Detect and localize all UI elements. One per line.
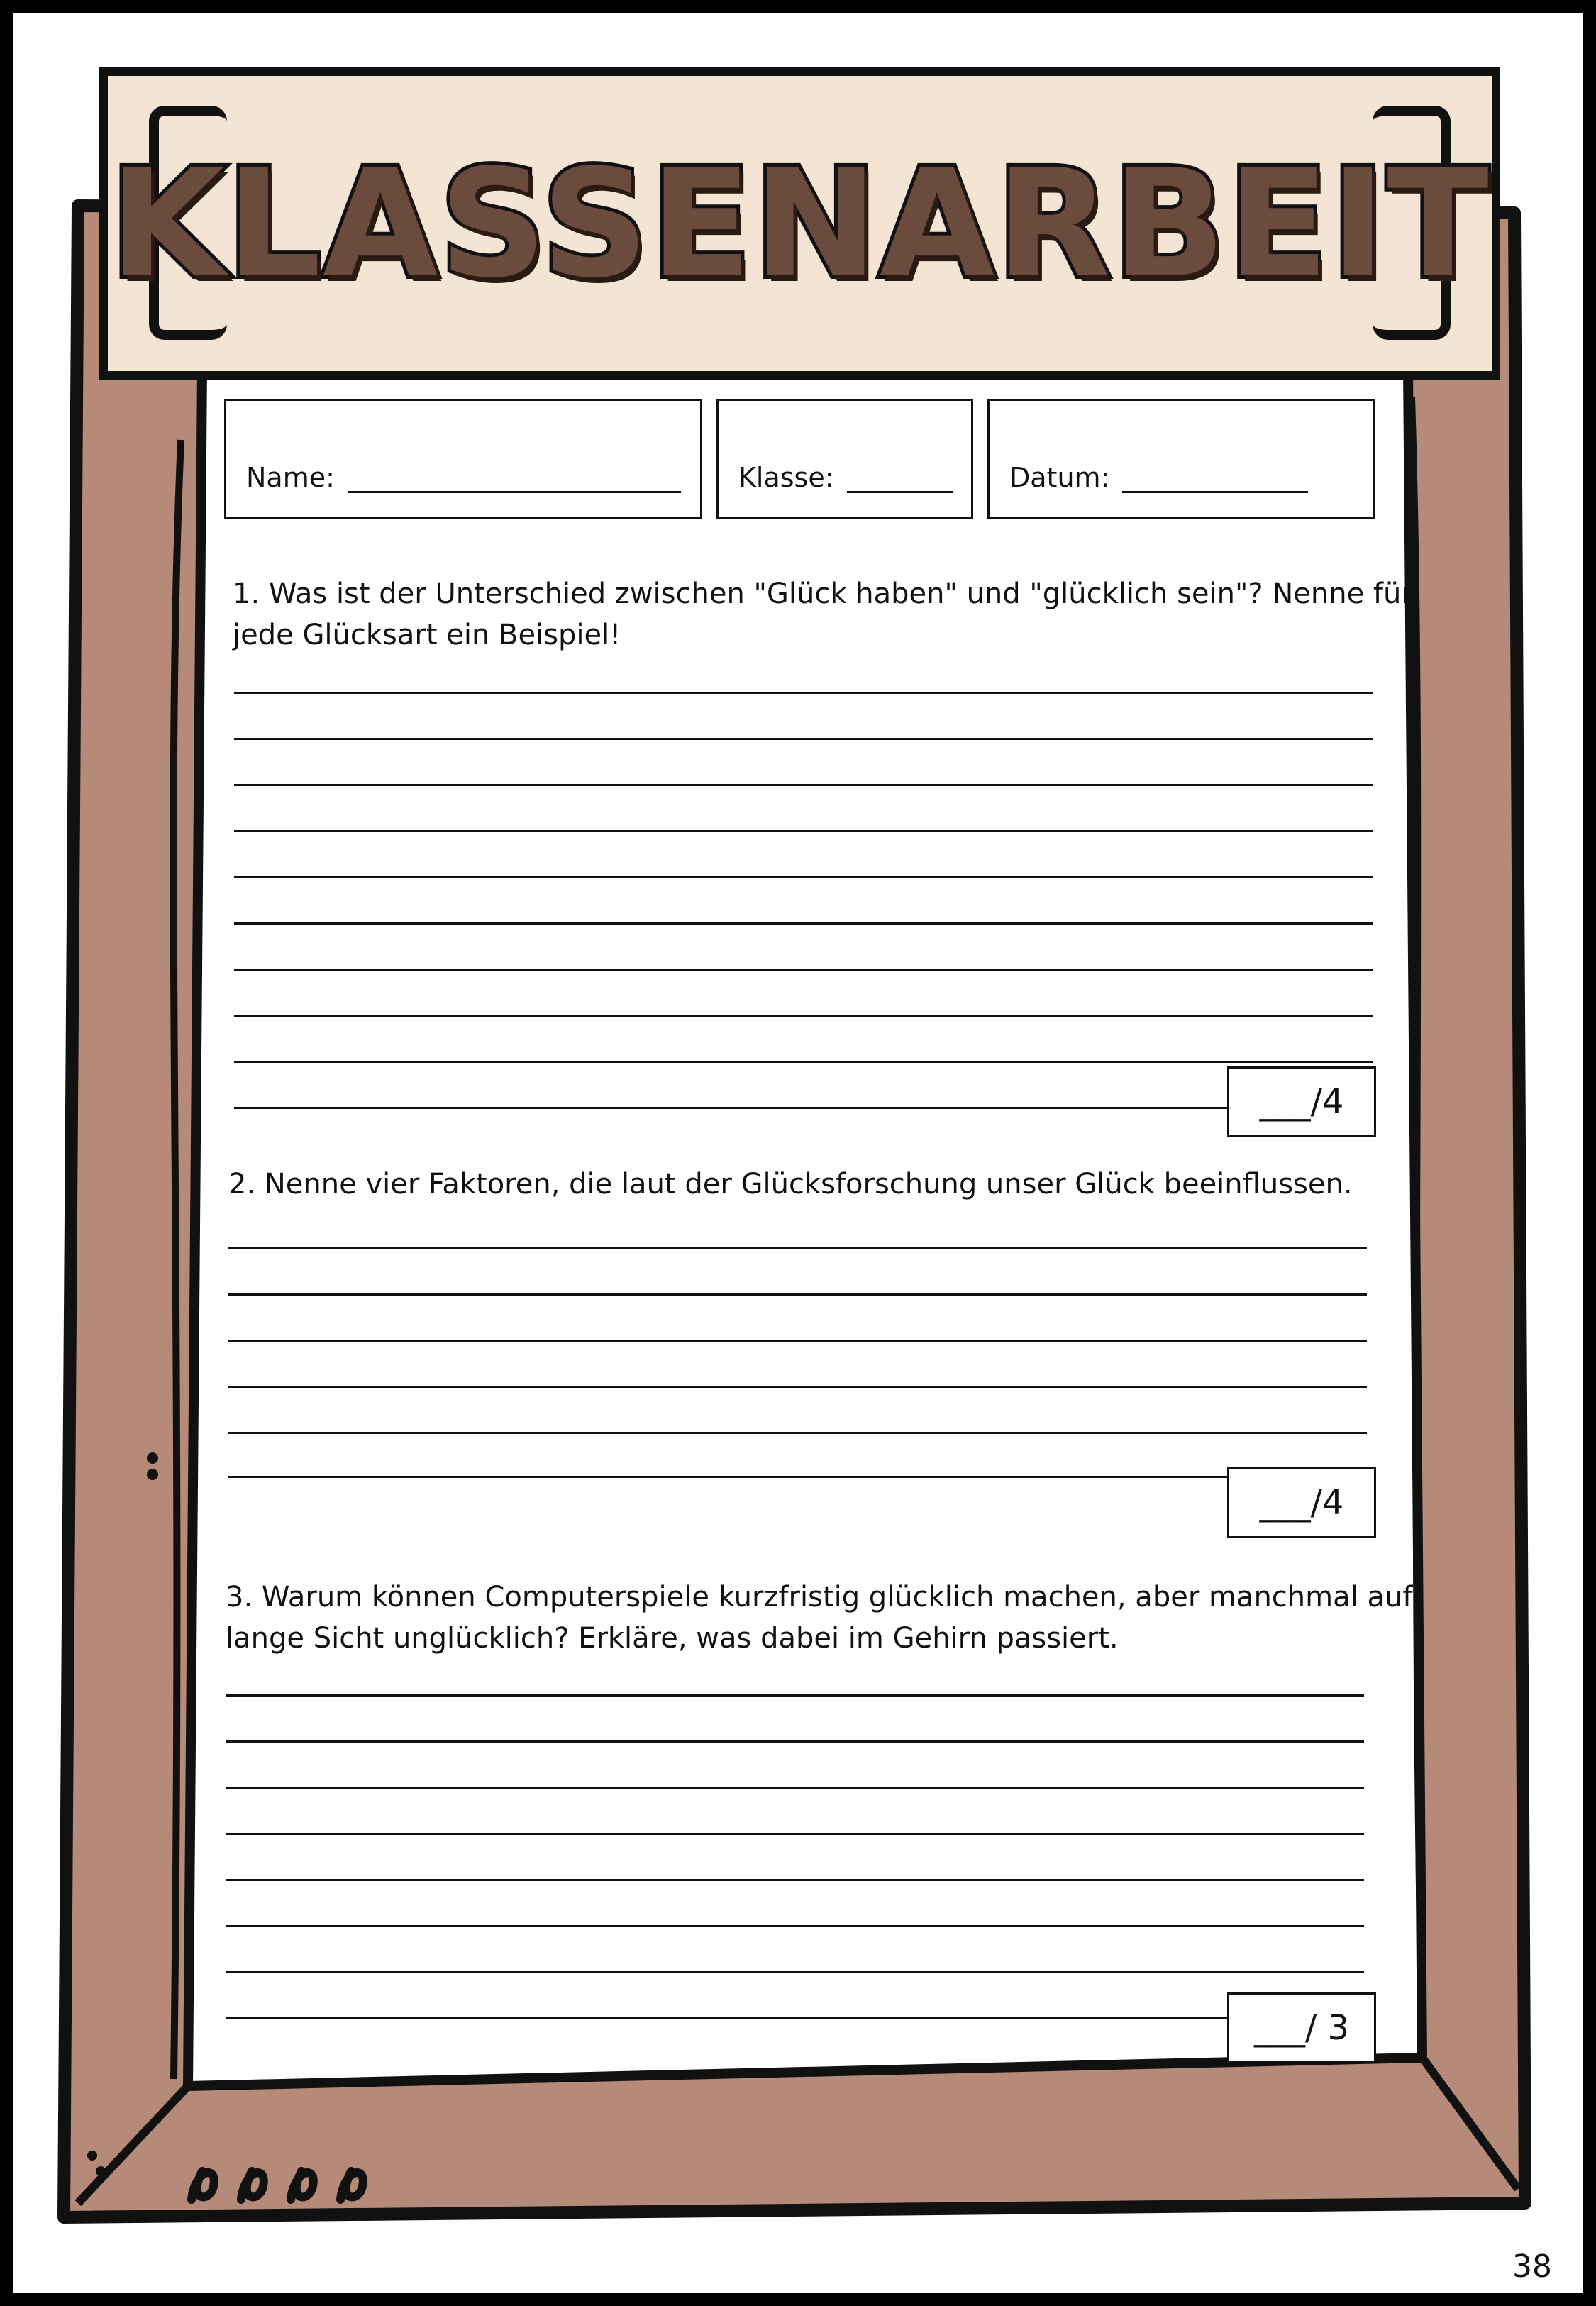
answer-line[interactable] [228, 1386, 1367, 1388]
question-1 [233, 573, 1413, 656]
answer-line[interactable] [234, 876, 1373, 878]
answer-line[interactable] [234, 692, 1373, 694]
answer-line[interactable] [228, 1476, 1227, 1478]
answer-line[interactable] [228, 1247, 1367, 1249]
answer-line[interactable] [226, 1833, 1364, 1835]
decor-dot [96, 2166, 106, 2176]
question-2-line-1: 2. Nenne vier Faktoren, die laut der Glücksforschung unser Glück beeinflussen. [228, 1168, 1353, 1201]
answer-line[interactable] [234, 969, 1373, 971]
date-label: Datum: [1009, 462, 1110, 493]
question-1-line-2: jede Glücksart ein Beispiel! [233, 619, 621, 651]
decor-dot [147, 1452, 158, 1464]
answer-line[interactable] [226, 1879, 1364, 1881]
name-blank[interactable] [348, 485, 681, 493]
answer-line[interactable] [234, 922, 1373, 925]
question-3-line-1: 3. Warum können Computerspiele kurzfristig glücklich machen, aber manchmal auf [226, 1581, 1413, 1613]
class-label: Klasse: [738, 462, 834, 493]
score-box-3[interactable]: ___/ 3 [1227, 1992, 1376, 2063]
date-field[interactable] [987, 399, 1375, 519]
answer-line[interactable] [234, 1107, 1227, 1109]
score-box-2[interactable]: ___/4 [1227, 1467, 1376, 1538]
answer-line[interactable] [226, 1971, 1364, 1973]
name-field[interactable] [224, 399, 702, 519]
class-field[interactable] [716, 399, 973, 519]
decor-dot [147, 1469, 158, 1480]
class-blank[interactable] [847, 485, 953, 493]
answer-line[interactable] [234, 784, 1373, 786]
answer-line[interactable] [234, 1015, 1373, 1017]
score-box-1[interactable]: ___/4 [1227, 1066, 1376, 1137]
page-title: KLASSENARBEIT [109, 136, 1490, 311]
answer-line[interactable] [228, 1432, 1367, 1434]
decor-dot [87, 2151, 97, 2161]
name-label: Name: [246, 462, 335, 493]
answer-line[interactable] [234, 830, 1373, 832]
question-2 [228, 1164, 1353, 1205]
question-3 [226, 1577, 1412, 1659]
question-3-line-2: lange Sicht unglücklich? Erkläre, was dabei im Gehirn passiert. [226, 1622, 1119, 1655]
page-number: 38 [1512, 2249, 1552, 2285]
answer-line[interactable] [226, 1787, 1364, 1789]
answer-line[interactable] [226, 1925, 1364, 1927]
answer-line[interactable] [226, 1694, 1364, 1697]
answer-line[interactable] [226, 2017, 1227, 2019]
title-banner [99, 67, 1500, 380]
answer-line[interactable] [234, 1061, 1373, 1063]
answer-line[interactable] [228, 1293, 1367, 1296]
answer-line[interactable] [226, 1740, 1364, 1743]
answer-line[interactable] [228, 1340, 1367, 1342]
answer-line[interactable] [234, 738, 1373, 740]
question-1-line-1: 1. Was ist der Unterschied zwischen "Glück haben" und "glücklich sein"? Nenne für [233, 578, 1413, 610]
date-blank[interactable] [1122, 485, 1308, 493]
